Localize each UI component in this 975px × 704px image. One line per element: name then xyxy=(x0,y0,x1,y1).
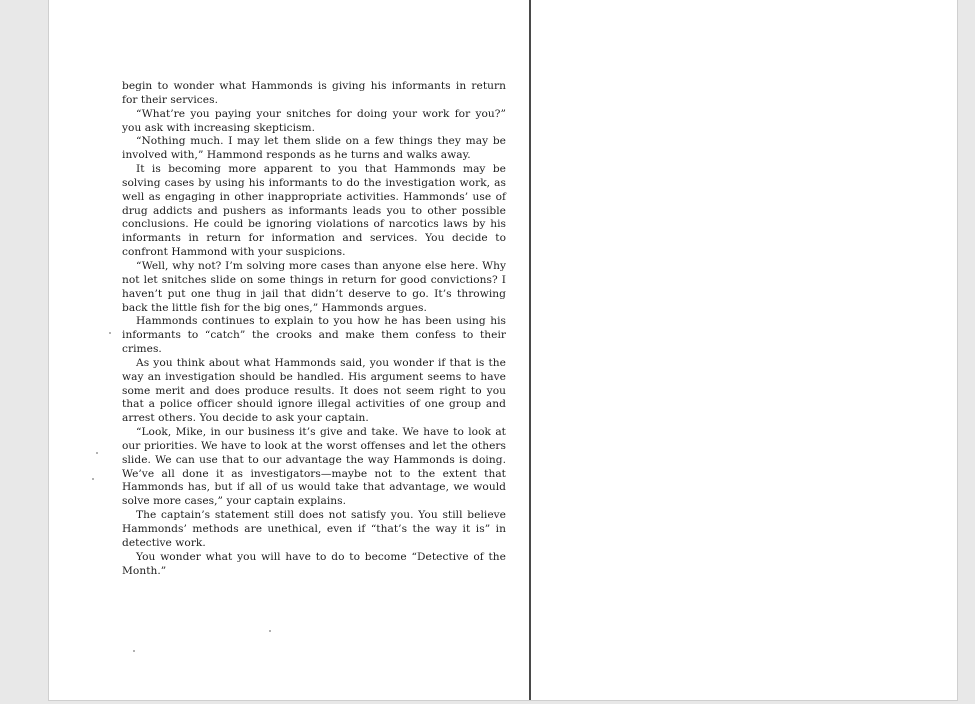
scan-speck xyxy=(96,452,98,454)
paragraph: “Well, why not? I’m solving more cases than anyone else here. Why not let snitches slide on some things in return for good convictions? I haven’t put one thug in jail that didn’t deserve to go. It’s throwing back the little fish for the big ones,” Hammonds argues. xyxy=(122,259,506,314)
paragraph: begin to wonder what Hammonds is giving his informants in return for their services. xyxy=(122,80,506,106)
paragraph: The captain’s statement still does not satisfy you. You still believe Hammonds’ methods are unethical, even if “that’s the way it is” in detective work. xyxy=(122,509,506,549)
paragraph: You wonder what you will have to do to become “Detective of the Month.” xyxy=(122,550,506,577)
scan-speck xyxy=(109,332,111,334)
paragraph: “Nothing much. I may let them slide on a few things they may be involved with,” Hammond responds as he turns and walks away. xyxy=(122,135,506,162)
scan-speck xyxy=(133,650,135,652)
paragraph: As you think about what Hammonds said, you wonder if that is the way an investigation should be handled. His argument seems to have some merit and does produce results. It does not seem right to you that a police officer should ignore illegal activities of one group and arrest others. You decide to ask your captain. xyxy=(122,356,506,425)
page-text xyxy=(122,80,506,578)
paragraph: “What’re you paying your snitches for doing your work for you?” you ask with increasing skepticism. xyxy=(122,107,506,134)
paragraph: It is becoming more apparent to you that Hammonds may be solving cases by using his informants to do the investigation work, as well as engaging in other inappropriate activities. Hammonds’ use of drug addicts and pushers as informants leads you to other possible conclusions. He could be ignoring violations of narcotics laws by his informants in return for information and services. You decide to confront Hammond with your suspicions. xyxy=(122,163,506,259)
right-page xyxy=(531,0,957,700)
page-spread xyxy=(48,0,958,701)
scan-speck xyxy=(92,478,94,480)
scan-speck xyxy=(269,630,271,632)
paragraph: “Look, Mike, in our business it’s give and take. We have to look at our priorities. We have to look at the worst offenses and let the others slide. We can use that to our advantage the way Hammonds is doing. We’ve all done it as investigators—maybe not to the extent that Hammonds has, but if all of us would take that advantage, we would solve more cases,” your captain explains. xyxy=(122,426,506,508)
paragraph: Hammonds continues to explain to you how he has been using his informants to “catch” the crooks and make them confess to their crimes. xyxy=(122,315,506,356)
left-page xyxy=(49,0,529,700)
